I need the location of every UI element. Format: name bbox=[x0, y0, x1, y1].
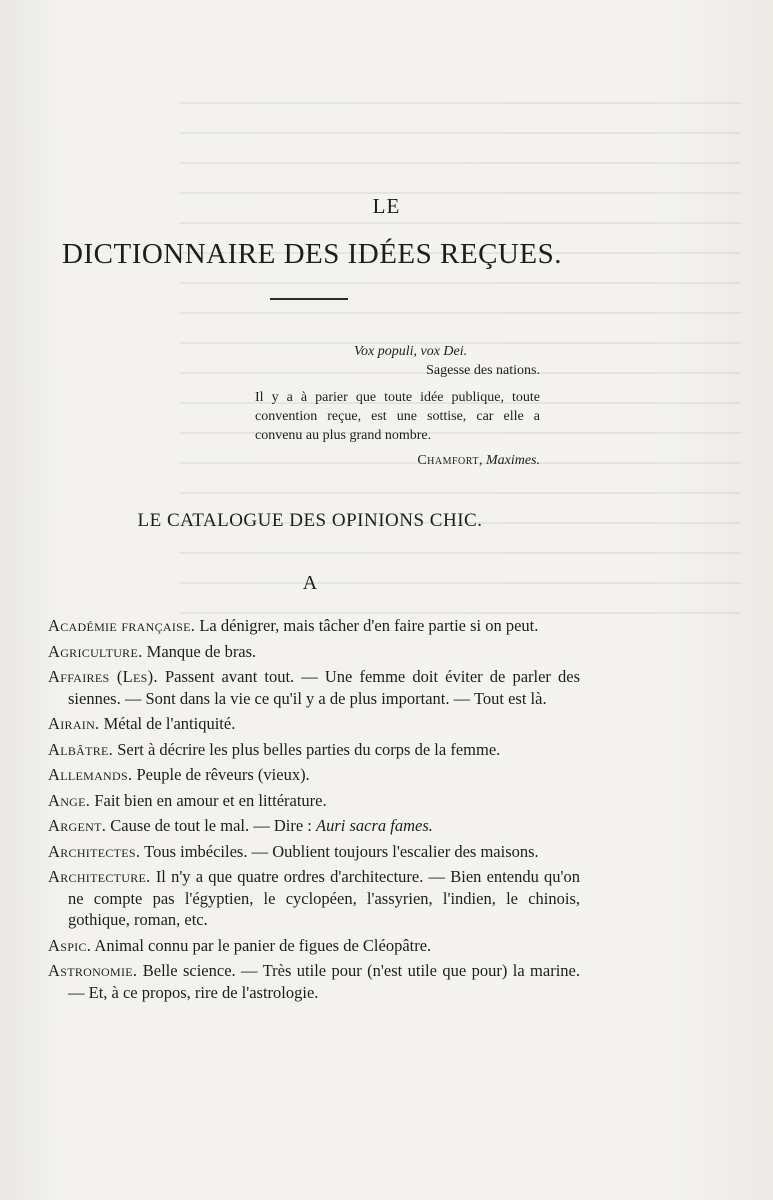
entry-term: Agriculture. bbox=[48, 641, 143, 661]
epigraph-author: Chamfort bbox=[417, 453, 479, 468]
entry-term: Astronomie. bbox=[48, 961, 138, 980]
entry-aspic bbox=[48, 935, 580, 957]
entry-term: Académie française. bbox=[48, 616, 196, 635]
entry-term: Albâtre. bbox=[48, 739, 114, 759]
entry-term: Allemands. bbox=[48, 765, 133, 784]
dictionary-entries bbox=[48, 615, 580, 1007]
entry-definition: La dénigrer, mais tâcher d'en faire partie si on peut. bbox=[199, 616, 539, 635]
entry-term: Affaires (Les). bbox=[48, 667, 158, 686]
entry-argent bbox=[48, 815, 580, 837]
epigraph-attribution: Chamfort, Maximes. bbox=[417, 453, 540, 468]
entry-term: Argent. bbox=[48, 816, 107, 835]
entry-definition: Fait bien en amour et en littérature. bbox=[94, 790, 327, 810]
entry-ange bbox=[48, 790, 580, 812]
epigraph-quote: Vox populi, vox Dei. bbox=[354, 344, 468, 359]
entry-term: Aspic. bbox=[48, 935, 92, 955]
entry-affaires bbox=[48, 666, 580, 709]
entry-astronomie bbox=[48, 960, 580, 1003]
entry-allemands bbox=[48, 764, 580, 786]
epigraph-source: Sagesse des nations. bbox=[426, 363, 540, 378]
epigraph-work: Maximes. bbox=[485, 453, 540, 468]
epigraph-text: Il y a à parier que toute idée publique, toute convention reçue, est une sottise, car elle a convenu au plus grand nombre. bbox=[255, 390, 540, 443]
section-title: LE CATALOGUE DES OPINIONS CHIC. bbox=[137, 510, 483, 531]
entry-agriculture bbox=[48, 641, 580, 663]
entry-definition: Sert à décrire les plus belles parties du corps de la femme. bbox=[117, 739, 501, 759]
entry-definition: Métal de l'antiquité. bbox=[103, 714, 236, 733]
entry-term: Architecture. bbox=[48, 867, 151, 886]
page-title: DICTIONNAIRE DES IDÉES REÇUES. bbox=[62, 238, 562, 270]
entry-term: Ange. bbox=[48, 790, 91, 810]
entry-albatre bbox=[48, 739, 580, 761]
title-divider bbox=[270, 298, 348, 300]
entry-airain bbox=[48, 713, 580, 735]
entry-term: Airain. bbox=[48, 714, 100, 733]
header-article: LE bbox=[372, 194, 401, 218]
entry-definition: Tous imbéciles. — Oublient toujours l'escalier des maisons. bbox=[144, 841, 539, 861]
entry-definition: Passent avant tout. — Une femme doit éviter de parler des siennes. — Sont dans la vie ce qu'il y a de plus important. — Tout est là. bbox=[68, 667, 581, 708]
entry-definition: Animal connu par le panier de figues de Cléopâtre. bbox=[94, 935, 432, 955]
entry-architecture bbox=[48, 866, 580, 931]
entry-architectes bbox=[48, 841, 580, 863]
entry-definition: Manque de bras. bbox=[146, 641, 257, 661]
entry-academie bbox=[48, 615, 580, 637]
entry-definition: Belle science. — Très utile pour (n'est utile que pour) la marine. — Et, à ce propos, rire de l'astrologie. bbox=[68, 961, 580, 1002]
entry-term: Architectes. bbox=[48, 841, 141, 861]
entry-definition: Cause de tout le mal. — Dire : bbox=[110, 816, 312, 835]
section-letter: A bbox=[302, 572, 318, 594]
epigraph bbox=[255, 342, 540, 470]
entry-definition: Peuple de rêveurs (vieux). bbox=[136, 765, 310, 784]
entry-latin-quote: Auri sacra fames. bbox=[316, 816, 433, 835]
entry-definition: Il n'y a que quatre ordres d'architecture. — Bien entendu qu'on ne compte pas l'égyptien, le cyclopéen, l'assyrien, l'indien, le chinois, gothique, roman, etc. bbox=[68, 867, 581, 929]
